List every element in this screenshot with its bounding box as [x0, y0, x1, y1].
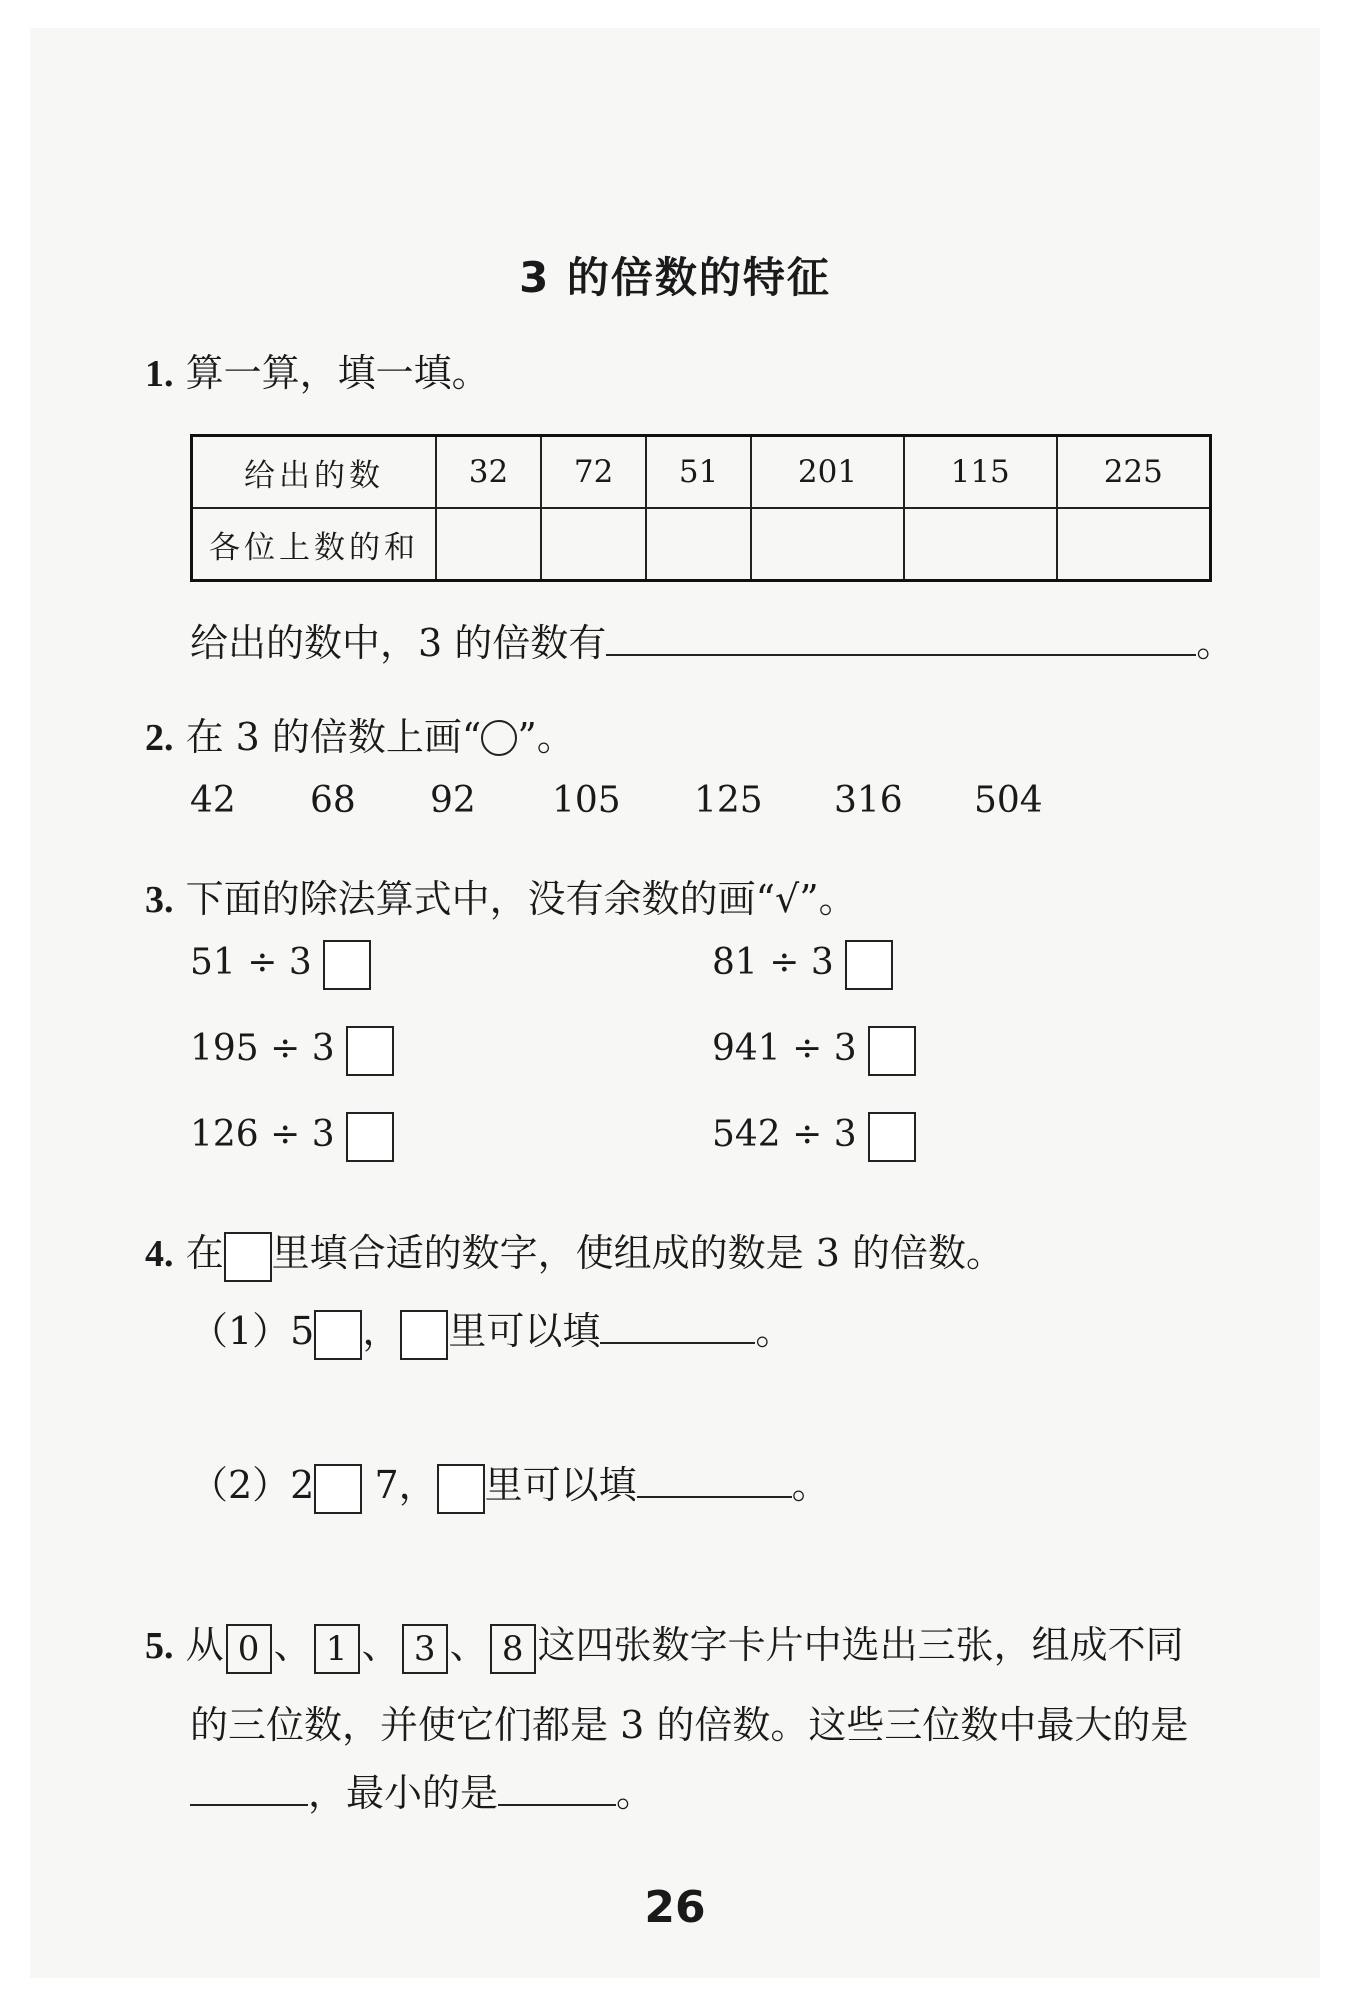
- division-item: [190, 940, 371, 990]
- division-expression: 81 ÷ 3: [712, 942, 834, 983]
- answer-blank[interactable]: [606, 654, 1196, 656]
- question-1: [145, 342, 490, 397]
- part-end: 。: [755, 1309, 794, 1353]
- question-prompt: 在: [185, 1231, 224, 1275]
- line-text: ，最小的是: [308, 1771, 499, 1815]
- answer-blank[interactable]: [600, 1342, 755, 1344]
- check-box[interactable]: [323, 940, 371, 990]
- q4-part-2: [190, 1454, 830, 1514]
- blank-box-symbol: [400, 1310, 448, 1360]
- table-row: [192, 508, 1211, 581]
- number-item[interactable]: 504: [974, 780, 1043, 821]
- question-number: 2.: [145, 717, 174, 759]
- part-end: 。: [791, 1463, 830, 1507]
- check-box[interactable]: [845, 940, 893, 990]
- table-cell: 225: [1057, 436, 1211, 509]
- answer-blank[interactable]: [637, 1496, 792, 1498]
- separator: 、: [361, 1623, 400, 1667]
- question-4: [145, 1222, 1004, 1282]
- division-item: [190, 1112, 394, 1162]
- blank-box-symbol: [437, 1464, 485, 1514]
- number-list: [190, 780, 1043, 821]
- number-item[interactable]: 105: [552, 780, 621, 821]
- answer-cell[interactable]: [436, 508, 541, 581]
- table-cell: 51: [646, 436, 751, 509]
- answer-cell[interactable]: [541, 508, 646, 581]
- number-item[interactable]: 68: [310, 780, 356, 821]
- number-item[interactable]: 92: [430, 780, 476, 821]
- digit-card: 8: [490, 1624, 536, 1674]
- page-number: 26: [644, 1882, 706, 1933]
- check-box[interactable]: [868, 1026, 916, 1076]
- line-end: 。: [616, 1771, 655, 1815]
- q5-line-2: 的三位数，并使它们都是 3 的倍数。这些三位数中最大的是: [190, 1703, 1189, 1747]
- question-number: 3.: [145, 879, 174, 921]
- check-box[interactable]: [868, 1112, 916, 1162]
- q5-line-3: [190, 1762, 654, 1817]
- separator: 、: [449, 1623, 488, 1667]
- answer-suffix: 。: [1196, 621, 1235, 665]
- part-label: （1）5: [190, 1309, 315, 1353]
- digit-card: 1: [314, 1624, 360, 1674]
- digit-sum-table: [190, 434, 1212, 582]
- part-text: ，: [362, 1309, 401, 1353]
- question-number: 4.: [145, 1233, 174, 1275]
- part-text: 7，: [374, 1463, 437, 1507]
- table-cell: 32: [436, 436, 541, 509]
- answer-prefix: 给出的数中，3 的倍数有: [190, 621, 607, 665]
- question-prompt: 从: [185, 1623, 224, 1667]
- division-expression: 195 ÷ 3: [190, 1028, 335, 1069]
- part-text: 里可以填: [484, 1463, 637, 1507]
- table-cell: 115: [904, 436, 1057, 509]
- digit-box[interactable]: [314, 1310, 362, 1360]
- row-header: 给出的数: [192, 436, 437, 509]
- question-5: [145, 1614, 1184, 1674]
- question-prompt-mid: 这四张数字卡片中选出三张，组成不同: [537, 1623, 1184, 1667]
- division-item: [712, 1026, 916, 1076]
- circle-icon: [481, 720, 517, 756]
- digit-box[interactable]: [314, 1464, 362, 1514]
- division-item: [712, 1112, 916, 1162]
- page-title: 3 的倍数的特征: [519, 253, 831, 302]
- division-expression: 126 ÷ 3: [190, 1114, 335, 1155]
- row-header: 各位上数的和: [192, 508, 437, 581]
- largest-blank[interactable]: [190, 1804, 308, 1806]
- number-item[interactable]: 125: [694, 780, 763, 821]
- question-3: [145, 868, 857, 923]
- question-prompt: 算一算，填一填。: [185, 351, 490, 395]
- question-number: 5.: [145, 1625, 174, 1667]
- division-expression: 542 ÷ 3: [712, 1114, 857, 1155]
- part-text: 里可以填: [448, 1309, 601, 1353]
- question-prompt-end: ”。: [517, 715, 575, 759]
- blank-box-symbol: [224, 1232, 272, 1282]
- division-expression: 941 ÷ 3: [712, 1028, 857, 1069]
- number-item[interactable]: 316: [834, 780, 903, 821]
- part-label: （2）2: [190, 1463, 315, 1507]
- check-box[interactable]: [346, 1026, 394, 1076]
- smallest-blank[interactable]: [498, 1804, 616, 1806]
- division-expression: 51 ÷ 3: [190, 942, 312, 983]
- separator: 、: [273, 1623, 312, 1667]
- division-item: [712, 940, 893, 990]
- number-item[interactable]: 42: [190, 780, 236, 821]
- digit-card: 3: [402, 1624, 448, 1674]
- table-cell: 72: [541, 436, 646, 509]
- q1-answer-line: [190, 612, 1234, 667]
- answer-cell[interactable]: [1057, 508, 1211, 581]
- question-prompt: 在 3 的倍数上画“: [185, 715, 482, 759]
- q4-part-1: [190, 1300, 793, 1360]
- question-prompt: 下面的除法算式中，没有余数的画“√”。: [185, 877, 857, 921]
- question-number: 1.: [145, 353, 174, 395]
- table-row: [192, 436, 1211, 509]
- answer-cell[interactable]: [646, 508, 751, 581]
- question-prompt-end: 里填合适的数字，使组成的数是 3 的倍数。: [271, 1231, 1004, 1275]
- check-box[interactable]: [346, 1112, 394, 1162]
- table-cell: 201: [751, 436, 904, 509]
- digit-card: 0: [226, 1624, 272, 1674]
- answer-cell[interactable]: [904, 508, 1057, 581]
- division-item: [190, 1026, 394, 1076]
- worksheet-page: [30, 28, 1320, 1978]
- answer-cell[interactable]: [751, 508, 904, 581]
- question-2: [145, 706, 575, 761]
